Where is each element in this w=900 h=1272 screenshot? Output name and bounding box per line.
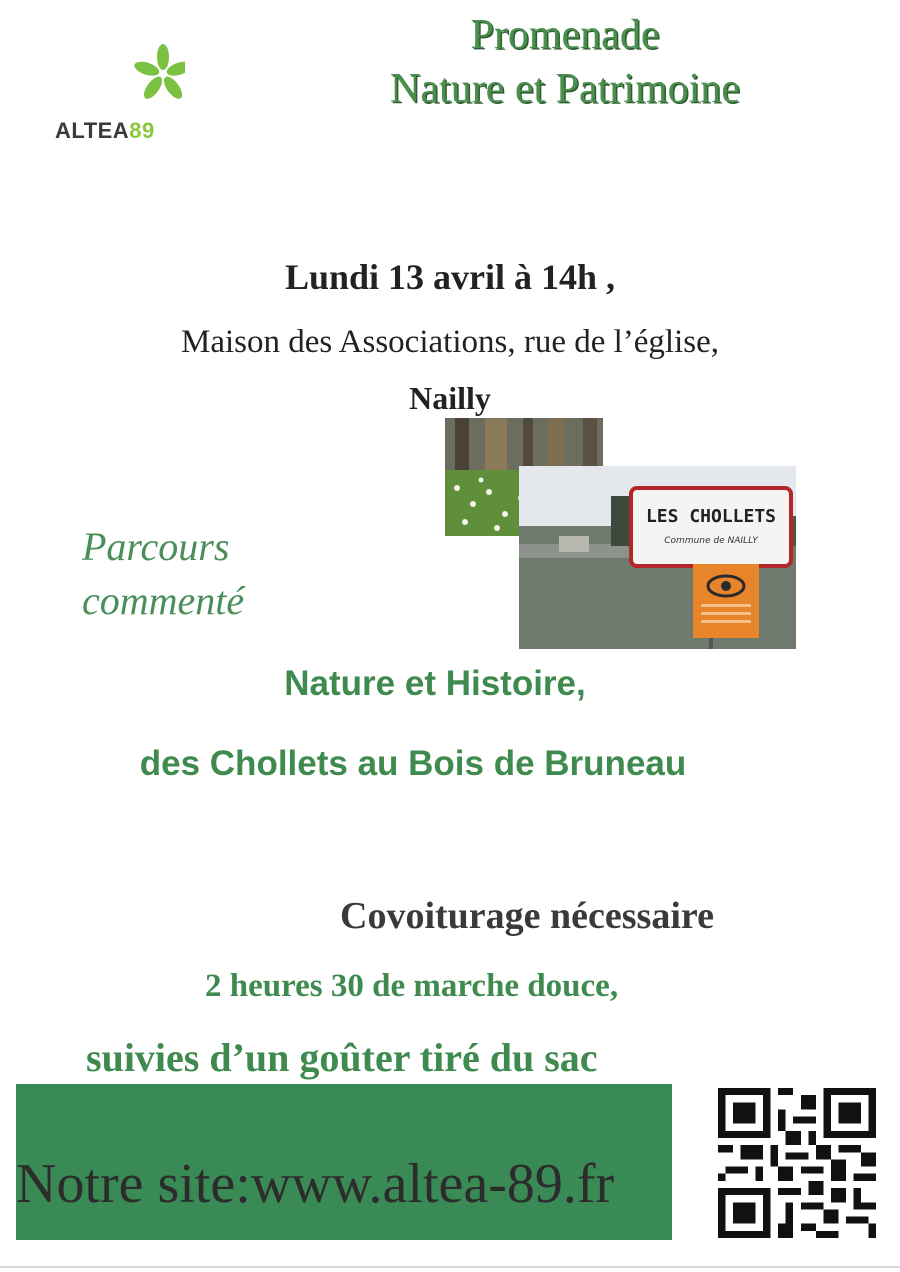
parcours-line-1: Parcours: [82, 524, 230, 569]
leaf-flower-icon: [55, 42, 185, 122]
qr-code-icon[interactable]: [718, 1088, 876, 1238]
gouter-note: suivies d’un goûter tiré du sac: [86, 1035, 598, 1080]
sign-sub-text: Commune de NAILLY: [664, 536, 758, 546]
event-date: Lundi 13 avril à 14h ,: [284, 257, 616, 297]
title-line-2: Nature et Patrimoine: [390, 66, 740, 112]
website-banner: [16, 1084, 672, 1240]
website-text[interactable]: Notre site:www.altea-89.fr: [16, 1153, 615, 1215]
duration-note: 2 heures 30 de marche douce,: [205, 968, 619, 1004]
village-sign-photo: [519, 466, 796, 649]
page-bottom-edge: [0, 1266, 900, 1268]
event-town: Nailly: [409, 380, 491, 416]
theme-line-1: Nature et Histoire,: [284, 664, 586, 703]
poster-title: [300, 8, 830, 116]
title-line-1: Promenade: [470, 12, 660, 58]
altea-logo: [55, 42, 185, 152]
covoiturage-note: Covoiturage nécessaire: [340, 895, 714, 937]
parcours-line-2: commenté: [82, 578, 245, 623]
theme-line-2: des Chollets au Bois de Bruneau: [139, 744, 687, 783]
event-location: Maison des Associations, rue de l’église,: [181, 324, 719, 360]
sign-main-text: LES CHOLLETS: [645, 506, 777, 527]
logo-text: ALTEA89: [55, 118, 155, 143]
parcours-label: [82, 520, 362, 628]
